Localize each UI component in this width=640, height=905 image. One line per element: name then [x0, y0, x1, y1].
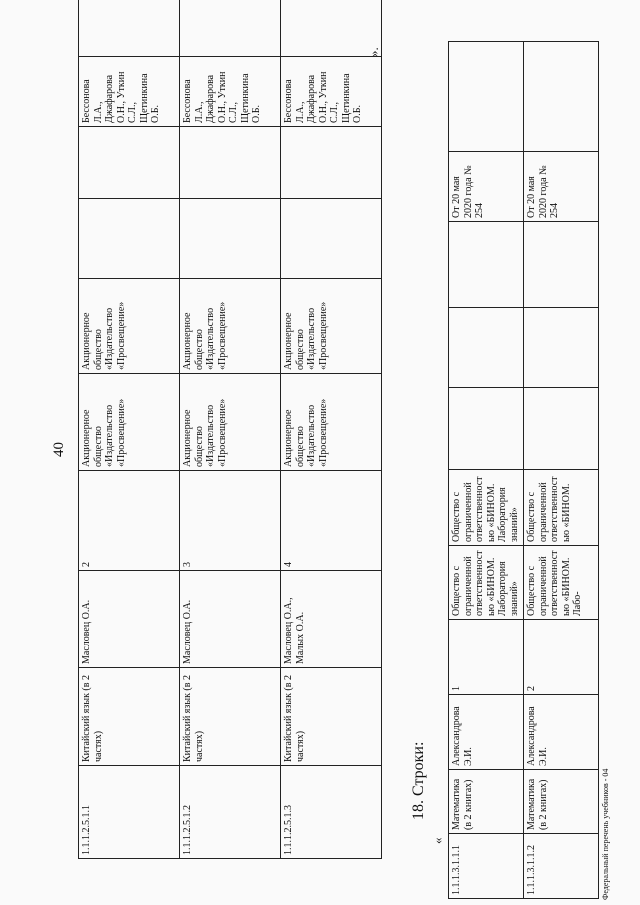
- table-cell: 2: [524, 620, 599, 695]
- table-cell: От 20 мая 2020 года № 254: [449, 152, 524, 222]
- table-cell: Александрова Э.И.: [449, 695, 524, 770]
- table-cell: Общество с ограниченной ответственностью «БИНОМ. Лаборатория знаний»: [449, 546, 524, 620]
- table-cell: 1.1.1.2.5.1.1: [79, 766, 180, 859]
- table-row: [524, 42, 599, 899]
- table-cell: Китайский язык (в 2 частях): [180, 668, 281, 766]
- table-cell: Бессонова Л.А., Джафарова О.Н., Уткин С.Л., Щетинкина О.Б.: [180, 57, 281, 127]
- table-cell: [281, 199, 382, 279]
- table-cell: Бессонова Л.А., Джафарова О.Н., Уткин С.Л., Щетинкина О.Б.: [281, 57, 382, 127]
- table-cell: Масловец О.А.: [180, 571, 281, 668]
- table-cell: [524, 42, 599, 152]
- table-cell: Масловец О.А., Малых О.А.: [281, 571, 382, 668]
- table-cell: [449, 308, 524, 388]
- closing-quote: ».: [366, 47, 381, 57]
- table-cell: 1.1.1.3.1.1.2: [524, 834, 599, 899]
- table-cell: От 20 мая 2020 года № 254: [524, 152, 599, 222]
- table-cell: Бессонова Л.А., Джафарова О.Н., Уткин С.Л., Щетинкина О.Б.: [79, 57, 180, 127]
- table-cell: [449, 42, 524, 152]
- table-cell: 1: [449, 620, 524, 695]
- table-row: [180, 0, 281, 859]
- table-cell: Общество с ограниченной ответственностью «БИНОМ.: [524, 470, 599, 546]
- table-cell: [524, 308, 599, 388]
- opening-quote: «: [430, 837, 445, 844]
- table-cell: Общество с ограниченной ответственностью «БИНОМ. Лабо-: [524, 546, 599, 620]
- page-number: 40: [51, 442, 67, 457]
- table-cell: [524, 222, 599, 308]
- table-cell: [281, 127, 382, 199]
- table-cell: Акционерное общество «Издательство «Просвещение»: [180, 279, 281, 374]
- table-cell: Китайский язык (в 2 частях): [79, 668, 180, 766]
- table-cell: Акционерное общество «Издательство «Просвещение»: [180, 374, 281, 471]
- table-cell: [180, 127, 281, 199]
- table-cell: Математика (в 2 книгах): [524, 770, 599, 834]
- table-cell: [79, 0, 180, 57]
- table-cell: Александрова Э.И.: [524, 695, 599, 770]
- section-heading: 18. Строки:: [410, 741, 427, 820]
- table-cell: 4: [281, 471, 382, 571]
- table-cell: [79, 127, 180, 199]
- table-cell: [449, 388, 524, 470]
- table-cell: [180, 0, 281, 57]
- table-cell: 1.1.1.2.5.1.3: [281, 766, 382, 859]
- table-cell: 3: [180, 471, 281, 571]
- footer-text: Федеральный перечень учебников - 04: [601, 768, 610, 900]
- table-cell: Акционерное общество «Издательство «Просвещение»: [79, 374, 180, 471]
- table-cell: Акционерное общество «Издательство «Просвещение»: [281, 374, 382, 471]
- table-cell: 1.1.1.3.1.1.1: [449, 834, 524, 899]
- table-bottom: [448, 41, 599, 899]
- table-row: [281, 0, 382, 859]
- table-cell: [79, 199, 180, 279]
- table-top: [78, 0, 382, 859]
- table-cell: Китайский язык (в 2 частях): [281, 668, 382, 766]
- table-cell: [180, 199, 281, 279]
- table-cell: 1.1.1.2.5.1.2: [180, 766, 281, 859]
- table-cell: Математика (в 2 книгах): [449, 770, 524, 834]
- table-cell: [449, 222, 524, 308]
- table-row: [79, 0, 180, 859]
- table-cell: Общество с ограниченной ответственностью «БИНОМ. Лаборатория знаний»: [449, 470, 524, 546]
- table-cell: Масловец О.А.: [79, 571, 180, 668]
- table-cell: Акционерное общество «Издательство «Просвещение»: [281, 279, 382, 374]
- table-cell: Акционерное общество «Издательство «Просвещение»: [79, 279, 180, 374]
- table-row: [449, 42, 524, 899]
- table-cell: 2: [79, 471, 180, 571]
- table-cell: [524, 388, 599, 470]
